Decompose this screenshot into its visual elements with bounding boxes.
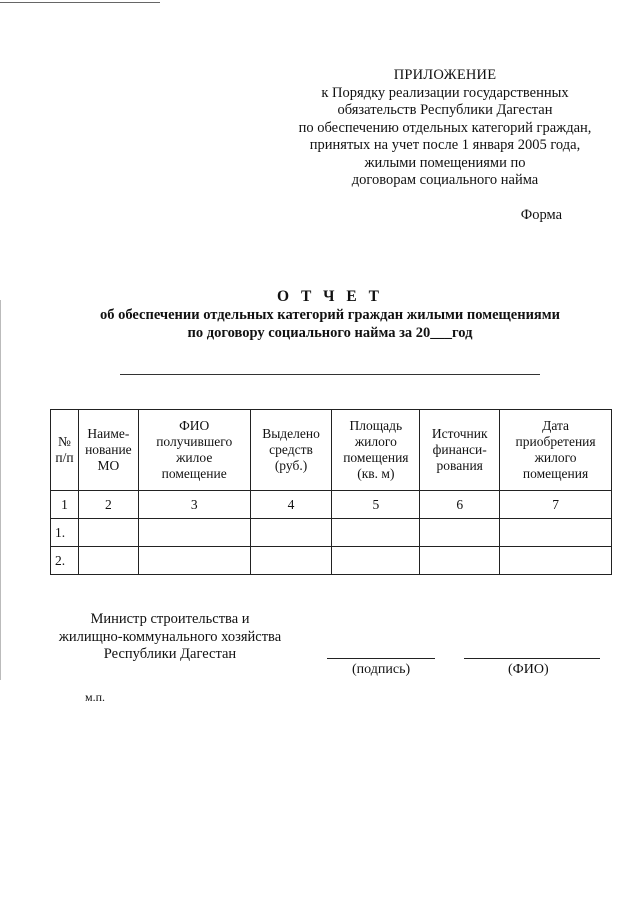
header-text: финанси- — [432, 442, 487, 457]
appendix-title: ПРИЛОЖЕНИЕ — [393, 67, 497, 83]
appendix-line: принятых на учет после 1 января 2005 года, — [309, 137, 581, 153]
header-text: № — [58, 434, 71, 449]
header-text: п/п — [55, 450, 74, 465]
table-cell — [78, 519, 138, 547]
form-label: Форма — [520, 207, 562, 223]
report-subtitle: по договору социального найма за 20___год — [187, 325, 473, 341]
header-text: рования — [436, 458, 483, 473]
signatory-line: жилищно-коммунального хозяйства — [58, 628, 282, 645]
header-text: средств — [269, 442, 313, 457]
column-number-cell: 1 — [51, 491, 79, 519]
header-cell — [500, 410, 612, 491]
header-text: получившего — [156, 434, 233, 449]
report-title: О Т Ч Е Т — [277, 288, 383, 305]
header-text: Источник — [431, 426, 488, 441]
table-cell — [250, 547, 332, 575]
table-cell — [332, 519, 420, 547]
header-text: приобретения — [515, 434, 596, 449]
name-caption: (ФИО) — [508, 662, 549, 677]
column-number-cell: 6 — [420, 491, 500, 519]
table-cell: 2. — [51, 547, 79, 575]
header-text: жилого — [534, 450, 577, 465]
report-subtitle: об обеспечении отдельных категорий граждан жилыми помещениями — [99, 307, 561, 323]
table-cell — [78, 547, 138, 575]
header-text: жилого — [354, 434, 397, 449]
header-text: (руб.) — [274, 458, 308, 473]
signature-caption: (подпись) — [352, 662, 411, 677]
table-cell — [500, 519, 612, 547]
header-text: помещения — [343, 450, 409, 465]
header-cell — [250, 410, 332, 491]
fill-in-line — [120, 374, 540, 375]
signatory-block — [40, 611, 300, 664]
signatory-line: Министр строительства и — [90, 611, 250, 627]
table-cell — [420, 519, 500, 547]
column-number-cell: 3 — [138, 491, 250, 519]
appendix-line: по обеспечению отдельных категорий граждан, — [298, 119, 592, 136]
header-text: ФИО — [179, 418, 210, 433]
header-text: нование — [85, 442, 132, 457]
appendix-line: договорам социального найма — [351, 172, 539, 188]
table-cell: 1. — [51, 519, 79, 547]
header-text: Наиме- — [87, 426, 130, 441]
table-cell — [138, 547, 250, 575]
header-text: помещение — [161, 466, 227, 481]
stamp-label: м.п. — [85, 690, 106, 704]
table-header-row — [51, 410, 612, 491]
signature-line — [327, 658, 435, 659]
header-text: (кв. м) — [357, 466, 395, 481]
column-number-cell: 2 — [78, 491, 138, 519]
table-cell — [500, 547, 612, 575]
header-cell — [138, 410, 250, 491]
header-cell — [78, 410, 138, 491]
header-cell — [332, 410, 420, 491]
header-cell — [420, 410, 500, 491]
name-line — [464, 658, 600, 659]
appendix-line: к Порядку реализации государственных — [321, 84, 569, 101]
margin-rule — [0, 300, 1, 680]
appendix-line: жилыми помещениями по — [364, 154, 526, 171]
column-number-row — [51, 491, 612, 519]
appendix-block — [260, 67, 630, 190]
header-text: МО — [97, 458, 120, 473]
header-cell — [51, 410, 79, 491]
header-text: Выделено — [262, 426, 320, 441]
top-rule — [0, 2, 160, 3]
appendix-line: обязательств Республики Дагестан — [337, 102, 553, 118]
table-cell — [250, 519, 332, 547]
report-table — [50, 409, 612, 575]
table-cell — [420, 547, 500, 575]
column-number-cell: 7 — [500, 491, 612, 519]
header-text: Дата — [542, 418, 570, 433]
column-number-cell: 5 — [332, 491, 420, 519]
column-number-cell: 4 — [250, 491, 332, 519]
header-text: жилое — [176, 450, 213, 465]
signatory-line: Республики Дагестан — [103, 646, 237, 662]
header-text: Площадь — [349, 418, 403, 433]
header-text: помещения — [522, 466, 589, 481]
table-cell — [138, 519, 250, 547]
table-cell — [332, 547, 420, 575]
table-row — [51, 547, 612, 575]
table-row — [51, 519, 612, 547]
